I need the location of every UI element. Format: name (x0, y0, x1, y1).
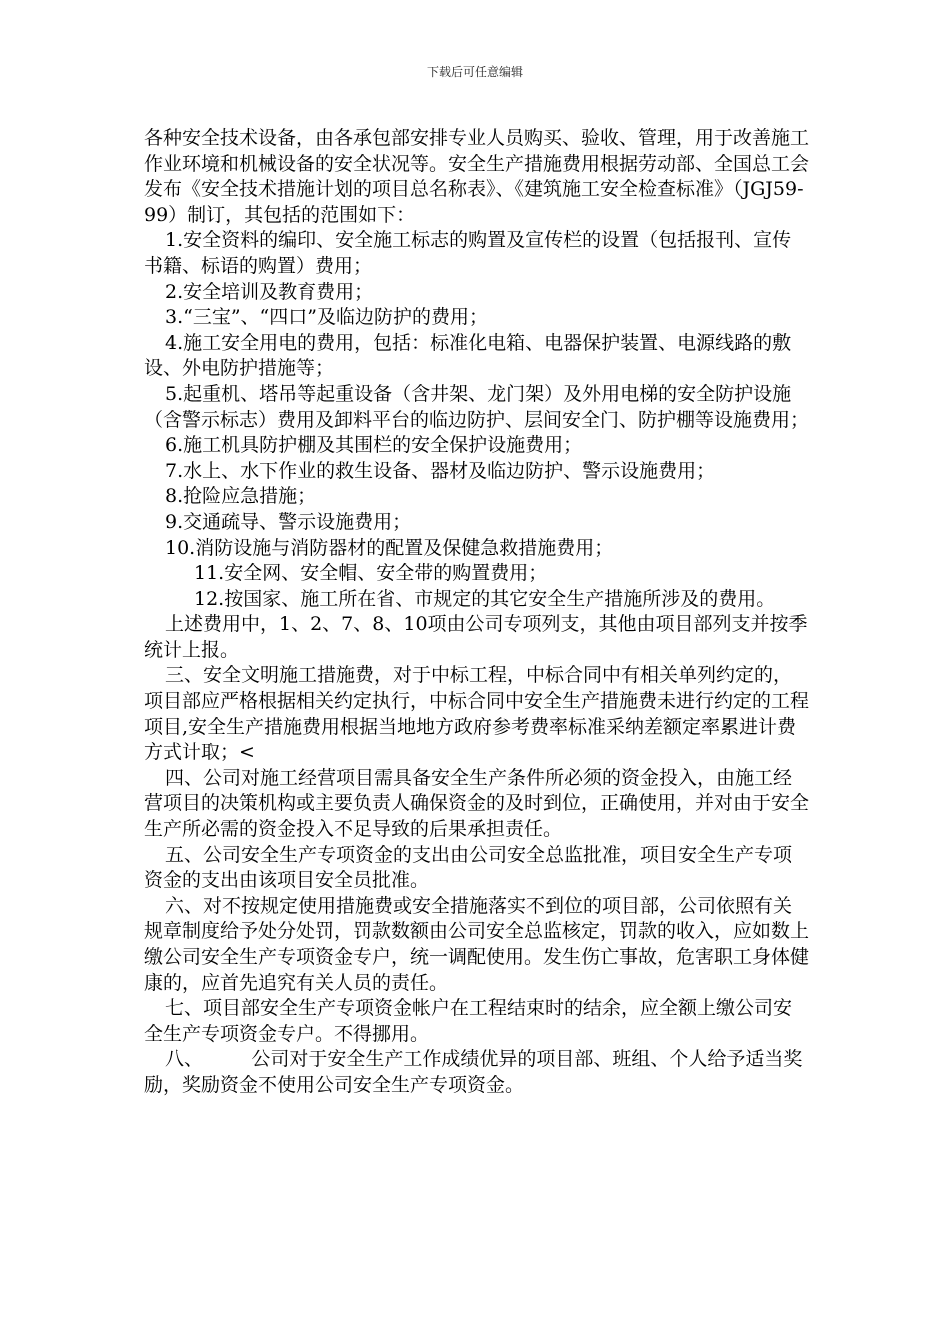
paragraph-section-7: 七、项目部安全生产专项资金帐户在工程结束时的结余，应全额上缴公司安全生产专项资金专户。不得挪用。 (144, 997, 793, 1045)
list-item-1: 1.安全资料的编印、安全施工标志的购置及宣传栏的设置（包括报刊、宣传书籍、标语的购置）费用； (144, 229, 792, 277)
paragraph-section-8: 八、 公司对于安全生产工作成绩优异的项目部、班组、个人给予适当奖励，奖励资金不使用公司安全生产专项资金。 (144, 1048, 803, 1096)
list-item-6: 6.施工机具防护棚及其围栏的安全保护设施费用； (165, 434, 583, 457)
list-item-2: 2.安全培训及教育费用； (165, 280, 374, 303)
list-item-11: 11.安全网、安全帽、安全带的购置费用； (194, 562, 548, 585)
list-item-12: 12.按国家、施工所在省、市规定的其它安全生产措施所涉及的费用。 (194, 587, 776, 610)
paragraph-section-3: 三、安全文明施工措施费，对于中标工程，中标合同中有相关单列约定的，项目部应严格根据相关约定执行，中标合同中安全生产措施费未进行约定的工程项目,安全生产措施费用根据当地地方政府参考费率标准采纳差额定率累进计费方式计取；< (144, 664, 810, 764)
paragraph-section-6: 六、对不按规定使用措施费或安全措施落实不到位的项目部，公司依照有关规章制度给予处分处罚，罚款数额由公司安全总监核定，罚款的收入，应如数上缴公司安全生产专项资金专户，统一调配使用。发生伤亡事故，危害职工身体健康的，应首先追究有关人员的责任。 (144, 894, 810, 994)
paragraph-intro: 各种安全技术设备，由各承包部安排专业人员购买、验收、管理，用于改善施工作业环境和机械设备的安全状况等。安全生产措施费用根据劳动部、全国总工会发布《安全技术措施计划的项目总名称表》、《建筑施工安全检查标准》（JGJ59-99）制订，其包括的范围如下： (144, 127, 810, 226)
list-item-5: 5.起重机、塔吊等起重设备（含井架、龙门架）及外用电梯的安全防护设施（含警示标志）费用及卸料平台的临边防护、层间安全门、防护棚等设施费用； (144, 382, 810, 431)
paragraph-section-5: 五、公司安全生产专项资金的支出由公司安全总监批准，项目安全生产专项资金的支出由该项目安全员批准。 (144, 843, 793, 892)
page-header: 下载后可任意编辑 (426, 65, 523, 79)
paragraph-section-4: 四、公司对施工经营项目需具备安全生产条件所必须的资金投入，由施工经营项目的决策机构或主要负责人确保资金的及时到位，正确使用，并对由于安全生产所必需的资金投入不足导致的后果承担责任。 (144, 766, 810, 841)
list-item-10: 10.消防设施与消防器材的配置及保健急救措施费用； (165, 536, 614, 559)
list-item-8: 8.抢险应急措施； (165, 485, 317, 508)
list-item-9: 9.交通疏导、警示设施费用； (165, 510, 412, 533)
document-body (144, 126, 809, 1099)
paragraph-summary: 上述费用中，1、2、7、8、10项由公司专项列支，其他由项目部列支并按季统计上报。 (144, 613, 808, 661)
list-item-4: 4.施工安全用电的费用，包括：标准化电箱、电器保护装置、电源线路的敷设、外电防护措施等； (144, 331, 792, 380)
list-item-3: 3.“三宝”、“四口”及临边防护的费用； (165, 306, 488, 329)
list-item-7: 7.水上、水下作业的救生设备、器材及临边防护、警示设施费用； (165, 459, 716, 482)
